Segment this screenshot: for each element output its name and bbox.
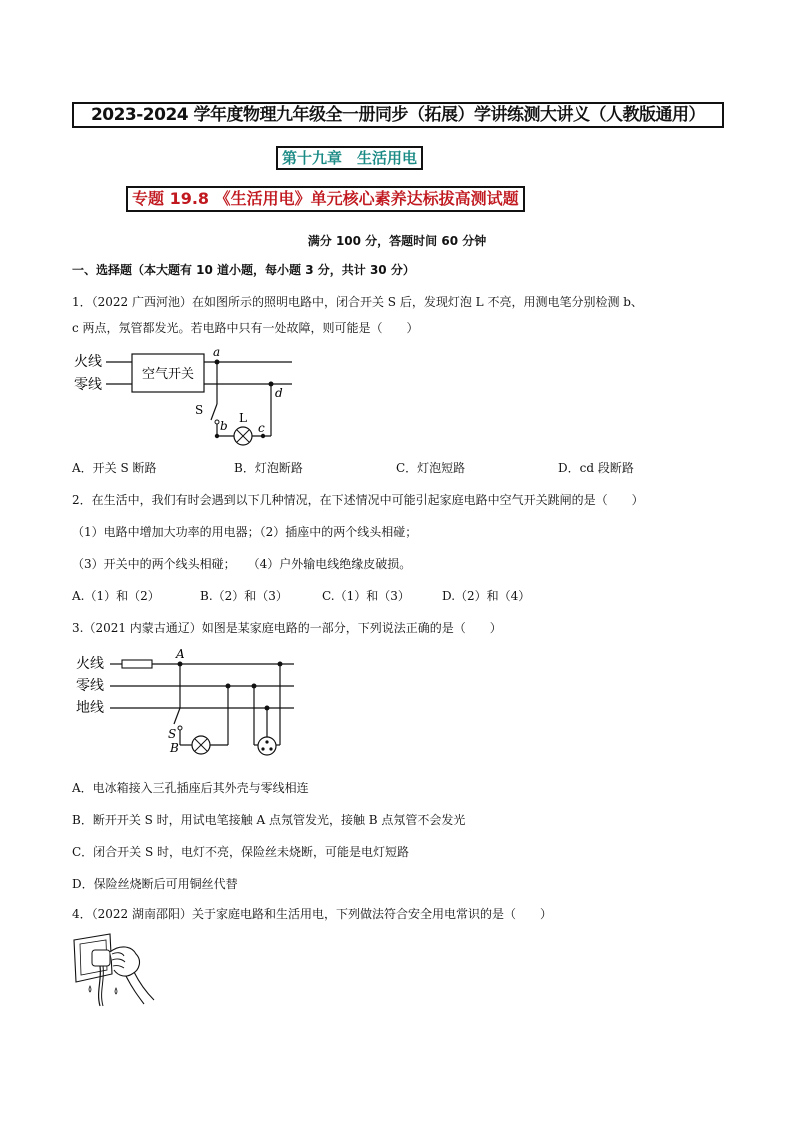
document-title: 2023-2024 学年度物理九年级全一册同步（拓展）学讲练测大讲义（人教版通用）	[72, 102, 724, 128]
q2-option-a[interactable]: A.（1）和（2）	[72, 589, 160, 603]
q1-option-d[interactable]: D．cd 段断路	[558, 461, 634, 475]
q3-text-line1: 3.（2021 内蒙古通辽）如图是某家庭电路的一部分，下列说法正确的是（ ）	[72, 621, 502, 635]
q1-circuit-diagram	[70, 342, 310, 452]
q1-text-line2: c 两点，氖管都发光。若电路中只有一处故障，则可能是（ ）	[72, 321, 419, 335]
q1-point-c: c	[258, 421, 265, 435]
q2-option-b[interactable]: B.（2）和（3）	[200, 589, 288, 603]
fuse-icon	[122, 660, 152, 668]
q3-option-a[interactable]: A．电冰箱接入三孔插座后其外壳与零线相连	[72, 781, 309, 795]
q1-lamp-label: L	[239, 411, 247, 425]
topic-title: 专题 19.8 《生活用电》单元核心素养达标拔高测试题	[126, 186, 525, 212]
q1-text-line1: 1．（2022 广西河池）在如图所示的照明电路中，闭合开关 S 后，发现灯泡 L 不亮，用测电笔分别检测 b、	[72, 295, 643, 309]
q2-text-line2: （1）电路中增加大功率的用电器；（2）插座中的两个线头相碰；	[72, 525, 418, 539]
q2-option-d[interactable]: D.（2）和（4）	[442, 589, 531, 603]
q1-point-d: d	[275, 386, 283, 400]
section-heading: 一、选择题（本大题有 10 道小题，每小题 3 分，共计 30 分）	[72, 263, 415, 277]
q2-text-line1: 2．在生活中，我们有时会遇到以下几种情况，在下述情况中可能引起家庭电路中空气开关跳闸的是（ ）	[72, 493, 644, 507]
q1-option-c[interactable]: C．灯泡短路	[396, 461, 466, 475]
q1-point-b: b	[220, 419, 228, 433]
q2-text-line3: （3）开关中的两个线头相碰； （4）户外输电线绝缘皮破损。	[72, 557, 412, 571]
q3-switch-label: S	[168, 727, 177, 741]
q1-neutral-label: 零线	[74, 377, 102, 393]
q3-ground-label: 地线	[76, 700, 104, 716]
chapter-title: 第十九章 生活用电	[276, 146, 423, 170]
q1-option-a[interactable]: A．开关 S 断路	[72, 461, 157, 475]
q3-option-d[interactable]: D．保险丝烧断后可用铜丝代替	[72, 877, 238, 891]
q1-option-b[interactable]: B．灯泡断路	[234, 461, 303, 475]
q2-option-c[interactable]: C.（1）和（3）	[322, 589, 410, 603]
q3-point-b: B	[170, 741, 179, 755]
q1-point-a: a	[213, 345, 221, 359]
score-line: 满分 100 分，答题时间 60 分钟	[307, 234, 487, 248]
q3-neutral-label: 零线	[76, 678, 104, 694]
q3-point-a: A	[176, 647, 185, 661]
q3-live-label: 火线	[76, 656, 104, 672]
q1-breaker-label: 空气开关	[142, 367, 195, 382]
q4-text-line1: 4．（2022 湖南邵阳）关于家庭电路和生活用电，下列做法符合安全用电常识的是（ ）	[72, 907, 552, 921]
q4-hand-plug-illustration	[70, 930, 166, 1008]
three-pin-socket-icon	[258, 737, 276, 755]
q1-switch-label: S	[195, 403, 204, 417]
q3-option-b[interactable]: B．断开开关 S 时，用试电笔接触 A 点氖管发光，接触 B 点氖管不会发光	[72, 813, 466, 827]
q3-lamp-icon	[192, 736, 210, 754]
q1-live-label: 火线	[74, 354, 102, 370]
q1-lamp-icon	[234, 427, 252, 445]
q3-circuit-diagram	[70, 646, 310, 758]
q3-option-c[interactable]: C．闭合开关 S 时，电灯不亮，保险丝未烧断，可能是电灯短路	[72, 845, 410, 859]
